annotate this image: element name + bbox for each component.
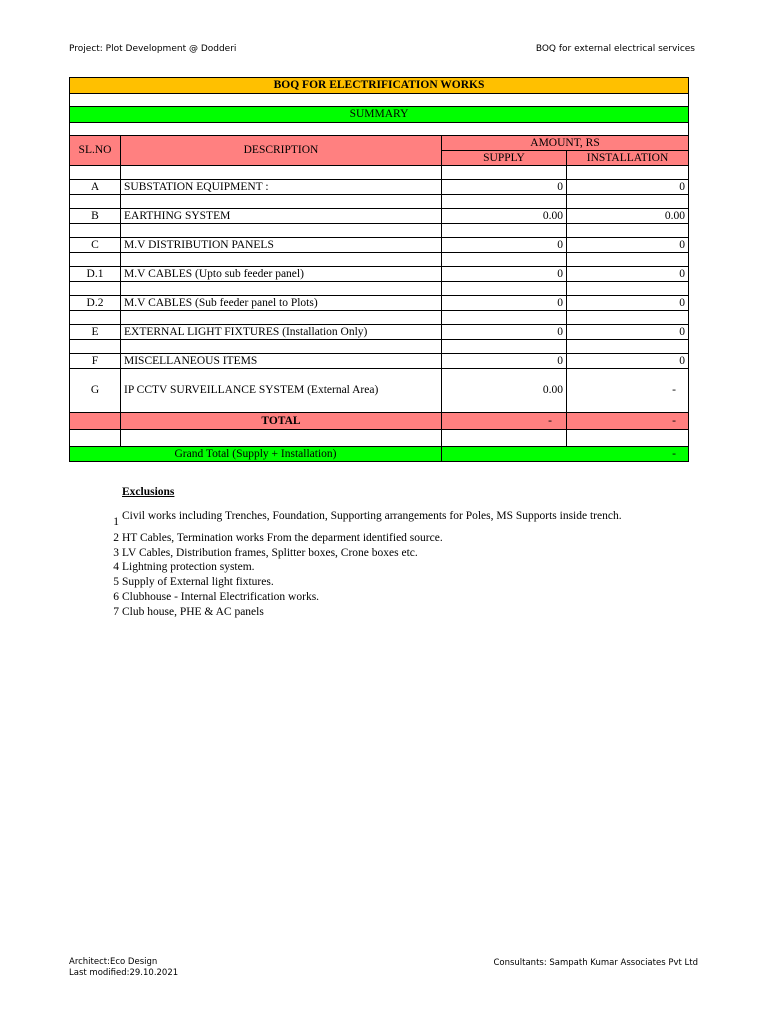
spacer-cell <box>442 340 567 354</box>
grand-total-label: Grand Total (Supply + Installation) <box>70 447 442 462</box>
exclusion-text: Lightning protection system. <box>122 561 255 573</box>
table-row <box>70 209 689 224</box>
footer-last-modified: Last modified:29.10.2021 <box>69 968 179 978</box>
row-installation: 0 <box>567 180 689 195</box>
row-description: M.V CABLES (Sub feeder panel to Plots) <box>121 296 442 311</box>
row-supply: 0.00 <box>442 369 567 413</box>
total-supply: - <box>442 413 567 430</box>
row-slno: D.1 <box>70 267 121 282</box>
blank-row <box>70 123 689 136</box>
spacer-cell <box>442 224 567 238</box>
spacer-cell <box>70 311 121 325</box>
column-header-supply: SUPPLY <box>442 151 567 166</box>
spacer-cell <box>567 253 689 267</box>
spacer-cell <box>442 253 567 267</box>
exclusion-number: 2 <box>113 532 119 544</box>
spacer-cell <box>70 224 121 238</box>
total-spacer <box>70 413 121 430</box>
spacer-cell <box>121 195 442 209</box>
table-row <box>70 180 689 195</box>
exclusion-item <box>107 532 443 544</box>
summary-band: SUMMARY <box>70 107 689 123</box>
spacer-cell <box>70 195 121 209</box>
column-header-amount: AMOUNT, RS <box>442 136 689 151</box>
total-row <box>70 413 689 430</box>
spacer-cell <box>70 253 121 267</box>
footer-consultants: Consultants: Sampath Kumar Associates Pvt Ltd <box>493 958 698 968</box>
row-slno: G <box>70 369 121 413</box>
row-description: IP CCTV SURVEILLANCE SYSTEM (External Area) <box>121 369 442 413</box>
header-document-title: BOQ for external electrical services <box>535 44 695 54</box>
spacer-cell <box>442 430 567 447</box>
exclusion-item <box>107 606 264 618</box>
spacer-cell <box>121 282 442 296</box>
exclusion-item <box>107 561 255 573</box>
row-description: EXTERNAL LIGHT FIXTURES (Installation Only) <box>121 325 442 340</box>
spacer-cell <box>121 253 442 267</box>
exclusion-text: HT Cables, Termination works From the deparment identified source. <box>122 532 443 544</box>
row-description: EARTHING SYSTEM <box>121 209 442 224</box>
table-row <box>70 267 689 282</box>
row-supply: 0 <box>442 180 567 195</box>
column-header-installation: INSTALLATION <box>567 151 689 166</box>
spacer-cell <box>121 166 442 180</box>
grand-total-value: - <box>442 447 689 462</box>
exclusion-number: 3 <box>113 547 119 559</box>
spacer-cell <box>567 166 689 180</box>
spacer-cell <box>121 224 442 238</box>
row-installation: 0 <box>567 267 689 282</box>
exclusion-number: 4 <box>113 561 119 573</box>
row-slno: C <box>70 238 121 253</box>
spacer-cell <box>567 311 689 325</box>
spacer-cell <box>567 282 689 296</box>
boq-summary-sheet <box>69 77 688 462</box>
spacer-cell <box>70 430 121 447</box>
exclusion-item <box>107 547 418 559</box>
table-row <box>70 369 689 413</box>
exclusion-number: 5 <box>113 576 119 588</box>
exclusion-text: Clubhouse - Internal Electrification works. <box>122 591 320 603</box>
table-row <box>70 354 689 369</box>
row-description: M.V CABLES (Upto sub feeder panel) <box>121 267 442 282</box>
row-slno: D.2 <box>70 296 121 311</box>
exclusion-text: Civil works including Trenches, Foundation, Supporting arrangements for Poles, MS Supports inside trench. <box>122 510 622 522</box>
blank-row <box>70 94 689 107</box>
spacer-cell <box>70 282 121 296</box>
spacer-cell <box>442 311 567 325</box>
total-label: TOTAL <box>121 413 442 430</box>
spacer-cell <box>121 430 442 447</box>
row-supply: 0.00 <box>442 209 567 224</box>
spacer-cell <box>442 282 567 296</box>
exclusion-text: Supply of External light fixtures. <box>122 576 274 588</box>
spacer-cell <box>567 430 689 447</box>
exclusions-title: Exclusions <box>122 486 175 498</box>
spacer-cell <box>70 340 121 354</box>
table-row <box>70 296 689 311</box>
grand-total-row <box>70 447 689 462</box>
row-installation: 0 <box>567 238 689 253</box>
row-description: MISCELLANEOUS ITEMS <box>121 354 442 369</box>
footer-architect: Architect:Eco Design <box>69 957 158 967</box>
row-slno: E <box>70 325 121 340</box>
spacer-cell <box>442 195 567 209</box>
row-installation: - <box>567 369 689 413</box>
exclusion-text: Club house, PHE & AC panels <box>122 606 264 618</box>
row-description: M.V DISTRIBUTION PANELS <box>121 238 442 253</box>
header-project: Project: Plot Development @ Dodderi <box>69 44 237 54</box>
exclusion-number: 1 <box>113 516 119 528</box>
row-installation: 0 <box>567 296 689 311</box>
row-slno: B <box>70 209 121 224</box>
table-title: BOQ FOR ELECTRIFICATION WORKS <box>70 78 689 94</box>
row-installation: 0 <box>567 354 689 369</box>
spacer-cell <box>442 166 567 180</box>
exclusion-item <box>107 591 319 603</box>
row-supply: 0 <box>442 354 567 369</box>
column-header-slno: SL.NO <box>70 136 121 166</box>
row-slno: A <box>70 180 121 195</box>
spacer-cell <box>567 224 689 238</box>
boq-summary-table <box>69 77 689 462</box>
row-description: SUBSTATION EQUIPMENT : <box>121 180 442 195</box>
exclusion-number: 6 <box>113 591 119 603</box>
row-slno: F <box>70 354 121 369</box>
row-supply: 0 <box>442 267 567 282</box>
column-header-description: DESCRIPTION <box>121 136 442 166</box>
spacer-cell <box>121 340 442 354</box>
spacer-cell <box>121 311 442 325</box>
table-row <box>70 325 689 340</box>
row-supply: 0 <box>442 238 567 253</box>
row-supply: 0 <box>442 296 567 311</box>
exclusion-item <box>107 576 274 588</box>
exclusion-item <box>107 510 622 528</box>
row-installation: 0.00 <box>567 209 689 224</box>
exclusion-text: LV Cables, Distribution frames, Splitter boxes, Crone boxes etc. <box>122 547 418 559</box>
spacer-cell <box>567 195 689 209</box>
table-row <box>70 238 689 253</box>
spacer-cell <box>567 340 689 354</box>
row-installation: 0 <box>567 325 689 340</box>
exclusion-number: 7 <box>113 606 119 618</box>
spacer-cell <box>70 166 121 180</box>
total-installation: - <box>567 413 689 430</box>
row-supply: 0 <box>442 325 567 340</box>
